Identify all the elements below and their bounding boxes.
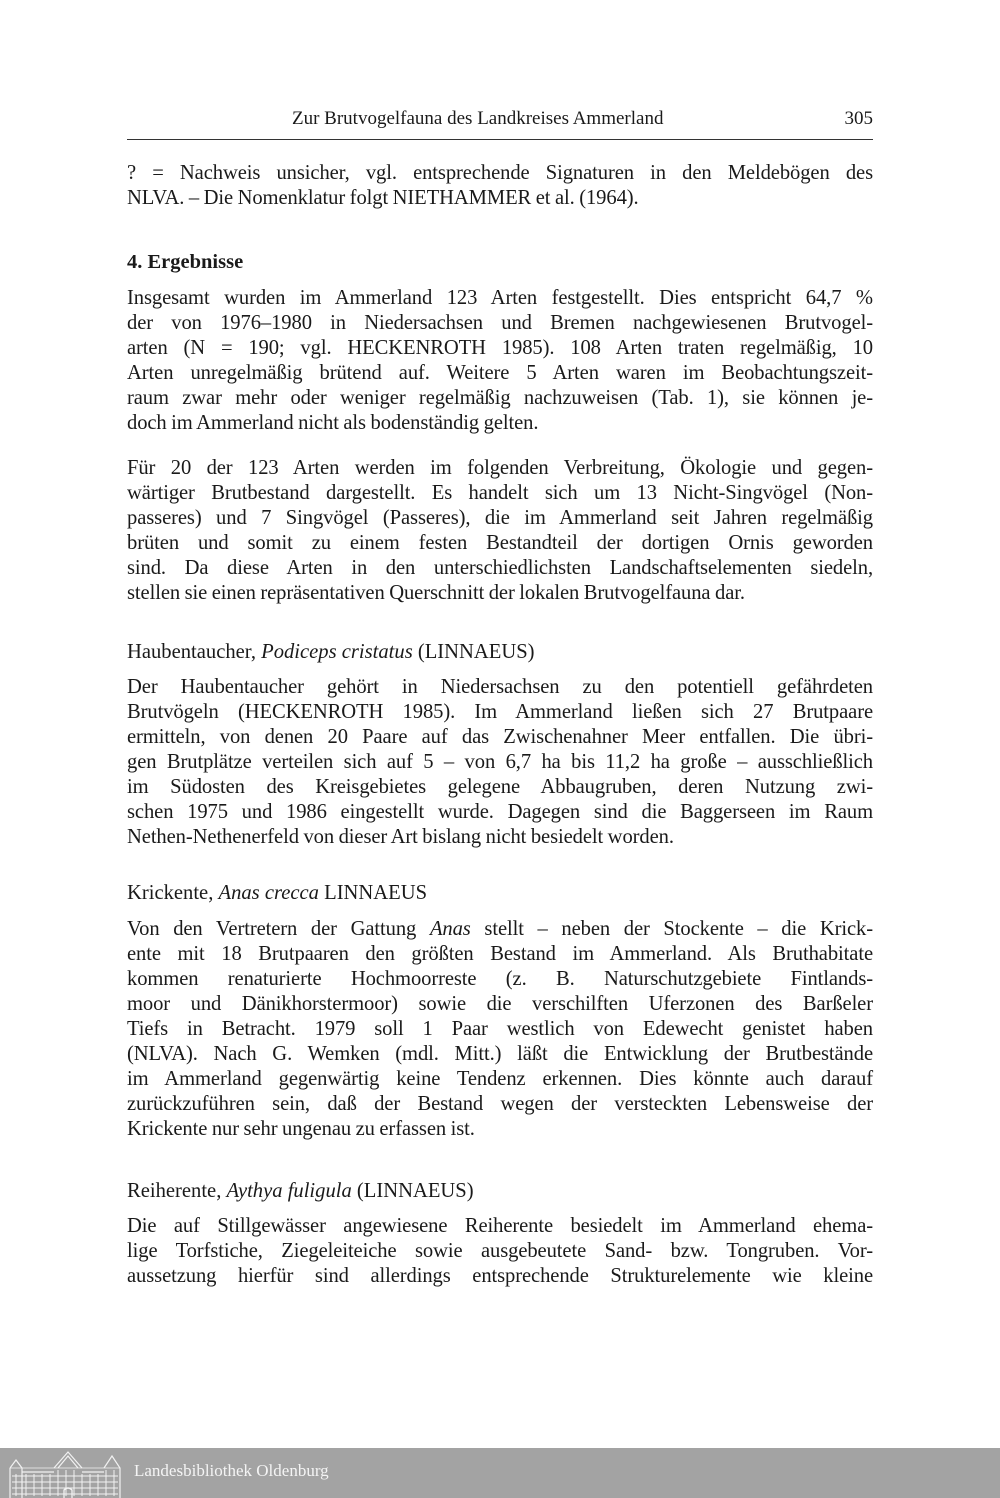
text-line: arten (N = 190; vgl. HECKENROTH 1985). 108 Arten traten regelmäßig, 10 bbox=[127, 337, 873, 359]
text-line: aussetzung hierfür sind allerdings entsprechende Strukturelemente wie kleine bbox=[127, 1265, 873, 1287]
common-name: Reiherente, bbox=[127, 1180, 222, 1202]
species-paragraph-reiherente bbox=[127, 1214, 873, 1289]
text-line: Arten unregelmäßig brütend auf. Weitere 5 Arten waren im Beobachtungszeit- bbox=[127, 362, 873, 384]
section-heading: 4. Ergebnisse bbox=[127, 251, 244, 273]
text-line: schen 1975 und 1986 eingestellt wurde. Dagegen sind die Baggerseen im Raum bbox=[127, 801, 873, 823]
text-line: ermitteln, von denen 20 Paare auf das Zwischenahner Meer entfallen. Die übri- bbox=[127, 726, 873, 748]
text-line: zurückzuführen sein, daß der Bestand wegen der versteckten Lebensweise der bbox=[127, 1093, 873, 1115]
text-line: raum zwar mehr oder weniger regelmäßig nachzuweisen (Tab. 1), sie können je- bbox=[127, 387, 873, 409]
running-title: Zur Brutvogelfauna des Landkreises Ammerland bbox=[292, 108, 664, 129]
text-line: ? = Nachweis unsicher, vgl. entsprechende Signaturen in den Meldebögen des bbox=[127, 162, 873, 184]
page-number: 305 bbox=[844, 108, 873, 129]
text-line: (NLVA). Nach G. Wemken (mdl. Mitt.) läßt die Entwicklung der Brutbestände bbox=[127, 1043, 873, 1065]
common-name: Haubentaucher, bbox=[127, 641, 256, 663]
species-author: LINNAEUS bbox=[324, 882, 428, 904]
species-heading-reiherente bbox=[127, 1179, 873, 1204]
text-line: im Ammerland gegenwärtig keine Tendenz erkennen. Dies könnte auch darauf bbox=[127, 1068, 873, 1090]
library-name: Landesbibliothek Oldenburg bbox=[134, 1461, 329, 1480]
species-author: (LINNAEUS) bbox=[417, 641, 535, 663]
text-line: Brutvögeln (HECKENROTH 1985). Im Ammerland ließen sich 27 Brutpaare bbox=[127, 701, 873, 723]
text-line: ente mit 18 Brutpaaren den größten Bestand im Ammerland. Als Bruthabitate bbox=[127, 943, 873, 965]
common-name: Krickente, bbox=[127, 882, 214, 904]
text-line: stellen sie einen repräsentativen Querschnitt der lokalen Brutvogelfauna dar. bbox=[127, 582, 745, 604]
library-footer-bar bbox=[0, 1448, 1000, 1498]
text-line: brüten und somit zu einem festen Bestandteil der dortigen Ornis geworden bbox=[127, 532, 873, 554]
intro-paragraph bbox=[127, 161, 873, 211]
text-line: im Südosten des Kreisgebietes gelegene Abbaugruben, deren Nutzung zwi- bbox=[127, 776, 873, 798]
text-line: Insgesamt wurden im Ammerland 123 Arten festgestellt. Dies entspricht 64,7 % bbox=[127, 287, 873, 309]
species-heading-haubentaucher bbox=[127, 640, 873, 665]
text-line: NLVA. – Die Nomenklatur folgt NIETHAMMER et al. (1964). bbox=[127, 187, 639, 209]
text-line: Die auf Stillgewässer angewiesene Reiherente besiedelt im Ammerland ehema- bbox=[127, 1215, 873, 1237]
results-paragraph-2 bbox=[127, 456, 873, 606]
running-header bbox=[127, 104, 873, 134]
text-line: gen Brutplätze verteilen sich auf 5 – von 6,7 ha bis 11,2 ha große – ausschließlich bbox=[127, 751, 873, 773]
species-heading-krickente bbox=[127, 881, 873, 906]
text-line: lige Torfstiche, Ziegeleiteiche sowie ausgebeutete Sand- bzw. Tongruben. Vor- bbox=[127, 1240, 873, 1262]
text-line: passeres) und 7 Singvögel (Passeres), die im Ammerland seit Jahren regelmäßig bbox=[127, 507, 873, 529]
header-rule bbox=[127, 139, 873, 140]
text-line: kommen renaturierte Hochmoorreste (z. B. Naturschutzgebiete Fintlands- bbox=[127, 968, 873, 990]
text-line: Für 20 der 123 Arten werden im folgenden Verbreitung, Ökologie und gegen- bbox=[127, 457, 873, 479]
library-building-icon bbox=[6, 1448, 124, 1498]
text-line: Krickente nur sehr ungenau zu erfassen ist. bbox=[127, 1118, 475, 1140]
scientific-name: Aythya fuligula bbox=[226, 1180, 352, 1202]
text-line: wärtiger Brutbestand dargestellt. Es handelt sich um 13 Nicht-Singvögel (Non- bbox=[127, 482, 873, 504]
scientific-name: Podiceps cristatus bbox=[261, 641, 413, 663]
results-paragraph-1 bbox=[127, 286, 873, 436]
text-line: Von den Vertretern der Gattung Anas stellt – neben der Stockente – die Krick- bbox=[127, 918, 873, 940]
text-line: moor und Dänikhorstermoor) sowie die verschilften Uferzonen des Barßeler bbox=[127, 993, 873, 1015]
species-author: (LINNAEUS) bbox=[356, 1180, 474, 1202]
text-line: sind. Da diese Arten in den unterschiedlichsten Landschaftselementen siedeln, bbox=[127, 557, 873, 579]
text-line: Tiefs in Betracht. 1979 soll 1 Paar westlich von Edewecht genistet haben bbox=[127, 1018, 873, 1040]
text-line: der von 1976–1980 in Niedersachsen und Bremen nachgewiesenen Brutvogel- bbox=[127, 312, 873, 334]
text-line: Der Haubentaucher gehört in Niedersachsen zu den potentiell gefährdeten bbox=[127, 676, 873, 698]
text-line: Nethen-Nethenerfeld von dieser Art bislang nicht besiedelt worden. bbox=[127, 826, 674, 848]
species-paragraph-haubentaucher bbox=[127, 675, 873, 850]
text-line: doch im Ammerland nicht als bodenständig gelten. bbox=[127, 412, 539, 434]
species-paragraph-krickente bbox=[127, 917, 873, 1142]
scientific-name: Anas crecca bbox=[218, 882, 319, 904]
